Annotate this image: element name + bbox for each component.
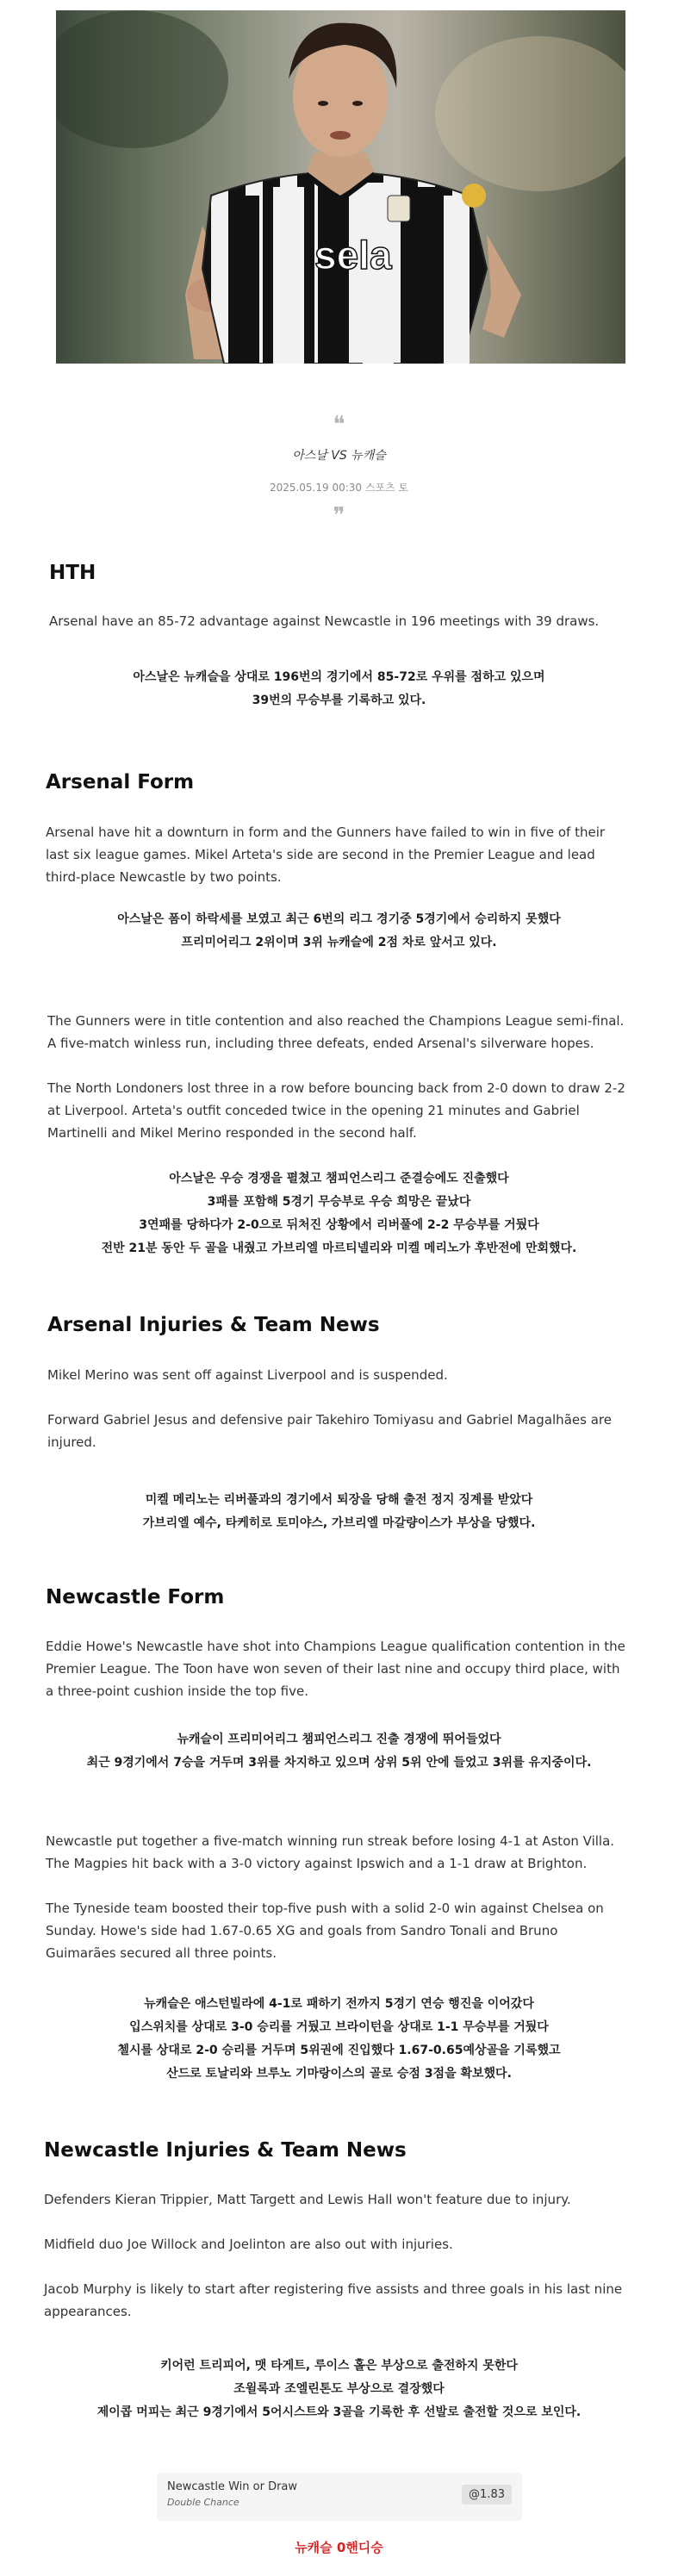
paragraph: The North Londoners lost three in a row before bouncing back from 2-0 down to draw 2-2 at Liverpool. Arteta's outfit conceded twice in the opening 21 minutes and Gabriel Martinelli and Mikel Merino responded in the second half. xyxy=(47,1080,625,1141)
hth-paragraphs xyxy=(49,610,631,655)
paragraph: Midfield duo Joe Willock and Joelinton are also out with injuries. xyxy=(44,2237,453,2252)
paragraph: Arsenal have hit a downturn in form and the Gunners have failed to win in five of their last six league games. Mikel Arteta's side are second in the Premier League and lead third-place Newcastle by two points. xyxy=(46,824,606,885)
bet-pick: 뉴캐슬 0핸디승 xyxy=(295,2540,383,2555)
korean-line: 아스날은 우승 경쟁을 펼쳤고 챔피언스리그 준결승에도 진출했다 xyxy=(169,1172,509,1185)
korean-line: 뉴캐슬은 애스턴빌라에 4-1로 패하기 전까지 5경기 연승 행진을 이어갔다 xyxy=(144,1997,534,2011)
arsenal-news-paragraphs xyxy=(47,1364,629,1476)
korean-line: 입스위치를 상대로 3-0 승리를 거뒀고 브라이턴을 상대로 1-1 무승부를 거뒀다 xyxy=(129,2020,549,2034)
arsenal-news-korean xyxy=(0,1489,678,1535)
newcastle-form-korean-2 xyxy=(0,1993,678,2086)
korean-line: 미켈 메리노는 리버풀과의 경기에서 퇴장을 당해 출전 정지 징계를 받았다 xyxy=(145,1493,533,1507)
heading-newcastle-news: Newcastle Injuries & Team News xyxy=(44,2139,407,2162)
korean-line: 3연패를 당하다가 2-0으로 뒤처진 상황에서 리버풀에 2-2 무승부를 거뒀다 xyxy=(139,1218,539,1232)
korean-line: 39번의 무승부를 기록하고 있다. xyxy=(252,694,426,707)
bet-type: Double Chance xyxy=(167,2497,239,2508)
player-illustration xyxy=(56,10,625,364)
arsenal-form-korean-2 xyxy=(0,1167,678,1260)
paragraph: Eddie Howe's Newcastle have shot into Champions League qualification contention in the Premier League. The Toon have won seven of their last nine and occupy third place, with a three-point cushion inside the top five. xyxy=(46,1639,625,1699)
arsenal-form-korean xyxy=(0,908,678,955)
paragraph: Mikel Merino was sent off against Liverpool and is suspended. xyxy=(47,1367,448,1383)
korean-line: 산드로 토날리와 브루노 기마랑이스의 골로 승점 3점을 확보했다. xyxy=(166,2067,512,2081)
newcastle-news-korean xyxy=(0,2355,678,2424)
heading-arsenal-news: Arsenal Injuries & Team News xyxy=(47,1314,380,1336)
korean-line: 키어런 트리피어, 맷 타게트, 루이스 홀은 부상으로 출전하지 못한다 xyxy=(160,2359,518,2373)
korean-line: 프리미어리그 2위이며 3위 뉴캐슬에 2점 차로 앞서고 있다. xyxy=(181,936,497,949)
korean-line: 첼시를 상대로 2-0 승리를 거두며 5위권에 진입했다 1.67-0.65예상골을 기록했고 xyxy=(117,2044,561,2057)
hth-korean xyxy=(0,666,678,712)
paragraph: The Gunners were in title contention and also reached the Champions League semi-final. A five-match winless run, including three defeats, ended Arsenal's silverware hopes. xyxy=(47,1013,625,1051)
korean-line: 전반 21분 동안 두 골을 내줬고 가브리엘 마르티넬리와 미켈 메리노가 후반전에 만회했다. xyxy=(101,1241,577,1255)
newcastle-form-paragraphs-2 xyxy=(46,1830,627,1987)
newcastle-news-paragraphs xyxy=(44,2188,625,2345)
bet-name: Newcastle Win or Draw xyxy=(167,2480,298,2493)
sleeve-badge-icon xyxy=(462,184,486,208)
korean-line: 제이콥 머피는 최근 9경기에서 5어시스트와 3골을 기록한 후 선발로 출전할 것으로 보인다. xyxy=(96,2405,582,2419)
heading-arsenal-form: Arsenal Form xyxy=(46,771,195,793)
page-title: 아스날 VS 뉴캐슬 xyxy=(292,449,386,463)
paragraph: Forward Gabriel Jesus and defensive pair Takehiro Tomiyasu and Gabriel Magalhães are injured. xyxy=(47,1412,612,1450)
korean-line: 뉴캐슬이 프리미어리그 챔피언스리그 진출 경쟁에 뛰어들었다 xyxy=(177,1733,501,1746)
paragraph: Newcastle put together a five-match winning run streak before losing 4-1 at Aston Villa. The Magpies hit back with a 3-0 victory against Ipswich and a 1-1 draw at Brighton. xyxy=(46,1833,615,1871)
arsenal-form-paragraphs xyxy=(46,821,627,911)
newcastle-form-paragraphs xyxy=(46,1635,627,1725)
odds-badge[interactable]: @1.83 xyxy=(462,2485,512,2504)
paragraph: Jacob Murphy is likely to start after registering five assists and three goals in his last nine appearances. xyxy=(44,2281,623,2319)
paragraph: The Tyneside team boosted their top-five push with a solid 2-0 win against Chelsea on Sunday. Howe's side had 1.67-0.65 XG and goals from Sandro Tonali and Bruno Guimarães secured all three points. xyxy=(46,1901,604,1961)
open-quote-icon: ❝ xyxy=(333,412,345,438)
post-meta: 2025.05.19 00:30 스포츠 토 xyxy=(269,482,409,494)
heading-hth: HTH xyxy=(49,562,96,584)
arsenal-form-paragraphs-2 xyxy=(47,1010,629,1167)
korean-line: 아스날은 뉴캐슬을 상대로 196번의 경기에서 85-72로 우위를 점하고 있으며 xyxy=(133,670,545,684)
club-badge-icon xyxy=(388,196,410,221)
korean-line: 3패를 포함해 5경기 무승부로 우승 희망은 끝났다 xyxy=(207,1195,471,1209)
bet-card[interactable] xyxy=(157,2473,522,2521)
korean-line: 최근 9경기에서 7승을 거두며 3위를 차지하고 있으며 상위 5위 안에 들었고 3위를 유지중이다. xyxy=(86,1756,592,1770)
paragraph: Defenders Kieran Trippier, Matt Targett and Lewis Hall won't feature due to injury. xyxy=(44,2192,571,2207)
heading-newcastle-form: Newcastle Form xyxy=(46,1586,225,1608)
korean-line: 가브리엘 예수, 타케히로 토미야스, 가브리엘 마갈량이스가 부상을 당했다. xyxy=(142,1516,536,1530)
newcastle-form-korean xyxy=(0,1728,678,1775)
close-quote-icon: ❞ xyxy=(333,503,345,529)
shirt-sponsor-text: sela xyxy=(314,233,392,277)
korean-line: 조윌록과 조엘린톤도 부상으로 결장했다 xyxy=(233,2382,445,2396)
paragraph: Arsenal have an 85-72 advantage against Newcastle in 196 meetings with 39 draws. xyxy=(49,613,600,629)
hero-image xyxy=(56,10,625,364)
korean-line: 아스날은 폼이 하락세를 보였고 최근 6번의 리그 경기중 5경기에서 승리하지 못했다 xyxy=(117,912,561,926)
